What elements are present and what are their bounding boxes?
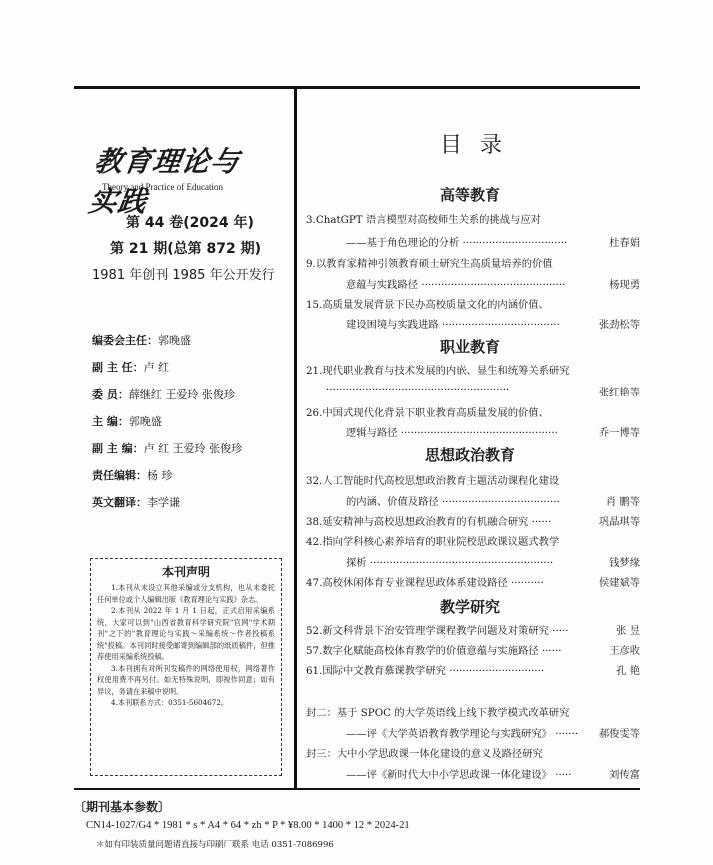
column-divider <box>294 88 297 788</box>
toc-entry[interactable]: 封二：基于 SPOC 的大学英语线上线下教学模式改革研究 <box>306 707 570 719</box>
toc-entry[interactable]: 探析 ························································ 钱梦缘 <box>346 554 640 569</box>
staff-row: 主 编：郭晚盛 <box>92 415 162 428</box>
toc-entry[interactable]: 21.现代职业教育与技术发展的内嵌、显生和统筹关系研究 <box>306 365 570 377</box>
toc-entry[interactable]: 61.国际中文教育慕课教学研究 ····························· 孔 艳 <box>306 662 640 677</box>
toc-entry[interactable]: 逻辑与路径 ················································ 乔一博等 <box>346 424 640 439</box>
staff-row: 副 主 编：卢 红 王爱玲 张俊珍 <box>92 442 243 455</box>
volume-info: 第 44 卷(2024 年) <box>126 215 254 231</box>
section-heading: 教学研究 <box>439 598 500 616</box>
staff-row: 副 主 任：卢 红 <box>92 361 170 374</box>
notice-title: 本刊声明 <box>161 565 210 579</box>
toc-entry[interactable]: 47.高校休闲体育专业课程思政体系建设路径 ·········· 侯建斌等 <box>306 574 640 589</box>
toc-entry[interactable]: 9.以教育家精神引领教育硕士研究生高质量培养的价值 <box>306 258 553 270</box>
staff-row: 责任编辑：杨 珍 <box>92 469 173 482</box>
toc-title: 目录 <box>440 133 521 158</box>
toc-entry[interactable]: 封三：大中小学思政课一体化建设的意义及路径研究 <box>306 748 543 760</box>
notice-paragraph: 1.本刊从未设立其他采编或分支机构，也从未委托任何单位或个人编辑出版《教育理论与实践》杂志。 <box>97 583 275 604</box>
section-heading: 思想政治教育 <box>424 446 515 464</box>
toc-entry[interactable]: ——评《新时代大中小学思政课一体化建设》 ····· 刘传富 <box>346 766 640 781</box>
toc-entry[interactable]: 26.中国式现代化背景下职业教育高质量发展的价值、 <box>306 407 549 419</box>
toc-entry[interactable]: 3.ChatGPT 语言模型对高校师生关系的挑战与应对 <box>306 214 541 226</box>
staff-row: 编委会主任：郭晚盛 <box>92 334 191 347</box>
toc-entry[interactable]: 42.指向学科核心素养培育的职业院校思政课议题式教学 <box>306 536 560 548</box>
journal-notice-box <box>90 558 282 776</box>
notice-paragraph: 3.本刊拥有对所刊发稿件的网络使用权，网络著作权使用费不再另付。如无特殊说明，即视作同意；如有异议，务请在来稿中说明。 <box>97 663 275 696</box>
toc-entry[interactable]: ——评《大学英语教育教学理论与实践研究》 ······· 郝俊雯等 <box>346 725 640 740</box>
section-heading: 职业教育 <box>439 338 500 356</box>
notice-paragraph: 4.本刊联系方式：0351-5604672。 <box>111 698 229 707</box>
params-title: 〔期刊基本参数〕 <box>74 800 171 814</box>
staff-row: 英文翻译：李学谦 <box>92 496 180 509</box>
toc-entry[interactable]: 52.新文科背景下治安管理学课程教学问题及对策研究 ····· 张 昱 <box>306 622 640 637</box>
toc-entry[interactable]: 建设困境与实践进路 ···································· 张劲松等 <box>346 316 640 331</box>
section-heading: 高等教育 <box>439 186 500 204</box>
toc-entry[interactable]: 57.数字化赋能高校体育教学的价值意蕴与实施路径 ······ 王彦收 <box>306 642 640 657</box>
toc-entry[interactable]: ························································ 张红艳等 <box>326 384 640 396</box>
top-rule <box>74 86 640 89</box>
issue-info: 第 21 期(总第 872 期) <box>110 241 261 257</box>
toc-entry[interactable]: ——基于角色理论的分析 ································ 杜春娟 <box>346 234 640 249</box>
params-note: ＊如有印装质量问题请直接与印刷厂联系 电话 0351-7086996 <box>96 840 334 850</box>
journal-english-title: Theory and Practice of Education <box>102 182 223 192</box>
toc-entry[interactable]: 的内涵、价值及路径 ···································· 肖 鹏等 <box>346 493 640 508</box>
notice-paragraph: 2.本刊从 2022 年 1 月 1 日起，正式启用采编系统，大家可以到"山西省教育科学研究院"官网"学术期刊"之下的"教育理论与实践～采编系统～作者投稿系统"投稿。本刊同时接受邮寄到编辑部的纸质稿件，但推荐使用采编系统投稿。 <box>97 606 275 661</box>
bottom-rule <box>74 788 640 790</box>
staff-row: 委 员：薛继红 王爱玲 张俊珍 <box>92 388 235 401</box>
params-line: CN14-1027/G4 * 1981 * s * A4 * 64 * zh * P * ¥8.00 * 1400 * 12 * 2024-21 <box>86 820 410 831</box>
toc-entry[interactable]: 32.人工智能时代高校思想政治教育主题活动课程化建设 <box>306 475 560 487</box>
journal-logo-text: 教育理论与实践 <box>86 145 242 218</box>
founded-info: 1981 年创刊 1985 年公开发行 <box>92 268 275 283</box>
toc-entry[interactable]: 38.延安精神与高校思想政治教育的有机融合研究 ······ 巩晶琪等 <box>306 513 640 528</box>
toc-entry[interactable]: 意蕴与实践路径 ············································ 杨现勇 <box>346 276 640 291</box>
toc-entry[interactable]: 15.高质量发展背景下民办高校质量文化的内涵价值、 <box>306 299 549 311</box>
